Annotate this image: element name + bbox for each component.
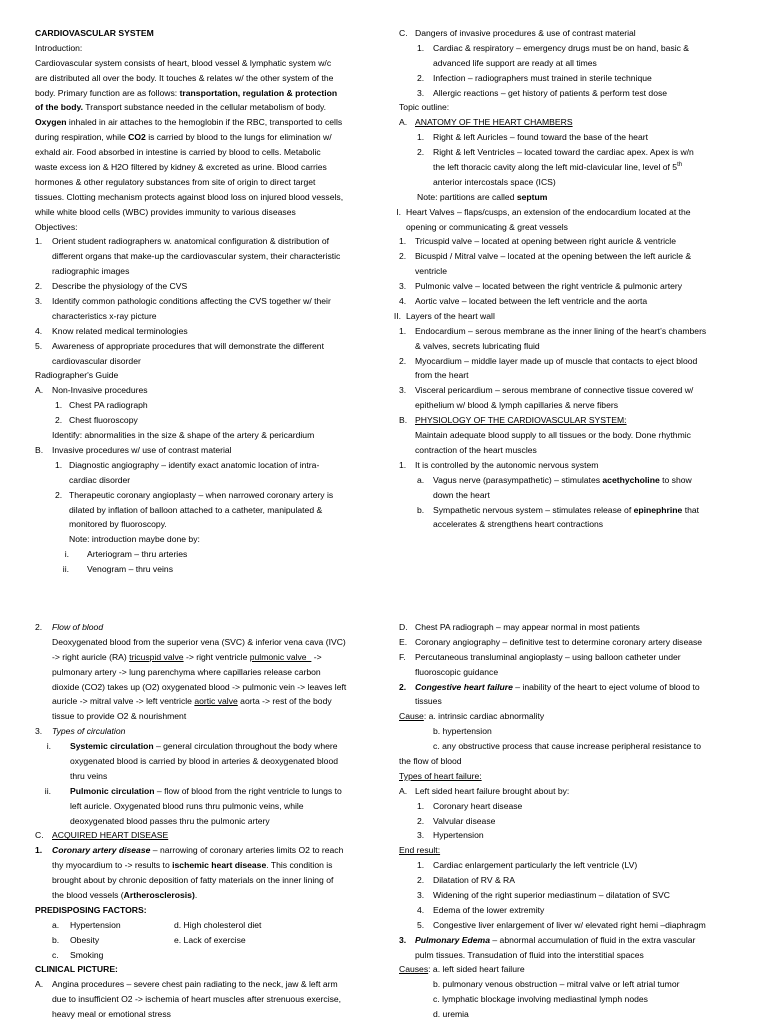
end-result-item: 5. Congestive liver enlargement of liver w/ elevated right hemi –diaphragm	[417, 919, 706, 930]
section-item: the left thoracic cavity along the left mid-clavicular line, level of 5th	[433, 162, 683, 173]
flow-text: -> right auricle (RA) tricuspid valve -> right ventricle pulmonic valve ->	[52, 651, 322, 662]
guide-item: A. Non-Invasive procedures	[35, 385, 148, 396]
section-heading: A. ANATOMY OF THE HEART CHAMBERS	[399, 117, 573, 128]
end-result-item: 4. Edema of the lower extremity	[417, 904, 545, 915]
objective-item: radiographic images	[52, 266, 130, 277]
cause-item: Causes: a. left sided heart failure	[399, 964, 525, 975]
cause-item: the flow of blood	[399, 756, 462, 767]
guide-item: monitored by fluoroscopy.	[69, 519, 167, 530]
valve-item: 4. Aortic valve – located between the left ventricle and the aorta	[399, 296, 648, 307]
disease-item: pulm tissues. Transudation of fluid into the interstitial spaces	[415, 949, 644, 960]
guide-label: Radiographer's Guide	[35, 370, 119, 381]
cause-item: c. any obstructive process that cause increase peripheral resistance to	[433, 741, 701, 752]
cause-item: c. lymphatic blockage involving mediastinal lymph nodes	[433, 994, 648, 1005]
objectives-label: Objectives:	[35, 221, 78, 232]
flow-text: dioxide (CO2) takes up (O2) oxygenated blood -> pulmonic vein -> leaves left	[52, 681, 347, 692]
intro-text: while white blood cells (WBC) provides immunity to various diseases	[35, 206, 296, 217]
introduction-label: Introduction:	[35, 42, 83, 53]
clinical-item: D. Chest PA radiograph – may appear normal in most patients	[399, 622, 640, 632]
wall-layer-item: from the heart	[415, 370, 469, 381]
flow-text: auricle -> mitral valve -> left ventricle aortic valve aorta -> rest of the body	[52, 696, 332, 707]
section-item: opening or communicating & great vessels	[406, 221, 568, 232]
objective-item: 3. Identify common pathologic conditions affecting the CVS together w/ their	[35, 296, 331, 307]
section-item: 1. Right & left Auricles – found toward the base of the heart	[417, 132, 648, 143]
section-note: Note: partitions are called septum	[417, 191, 548, 202]
types-heading: Types of heart failure:	[399, 770, 482, 781]
section-item: I. Heart Valves – flaps/cusps, an extension of the endocardium located at the	[396, 206, 691, 217]
topic-outline-label: Topic outline:	[399, 102, 450, 113]
section-item: 2. Right & left Ventricles – located toward the cardiac apex. Apex is w/n	[417, 147, 694, 158]
physiology-text: contraction of the heart muscles	[415, 444, 537, 455]
wall-layer-item: & valves, secrets lubricating fluid	[415, 340, 540, 351]
bottom-left-column	[35, 620, 391, 1022]
objective-item: 4. Know related medical terminologies	[35, 325, 188, 336]
circulation-item: thru veins	[70, 770, 108, 781]
factor-row: a. Hypertension d. High cholesterol diet	[52, 919, 262, 930]
intro-text: of the body. Transport substance needed in the cellular metabolism of body.	[35, 102, 327, 113]
section-item: II. Layers of the heart wall	[393, 310, 495, 321]
clinical-picture-heading: CLINICAL PICTURE:	[35, 964, 118, 975]
disease-item: the blood vessels (Artherosclerosis).	[52, 890, 198, 901]
guide-item: 1. Chest PA radiograph	[55, 400, 148, 411]
guide-item: 2. Chest fluoroscopy	[55, 415, 138, 426]
physiology-item: b. Sympathetic nervous system – stimulates release of epinephrine that	[417, 504, 700, 515]
section-item: C. Dangers of invasive procedures & use of contrast material	[399, 28, 636, 38]
clinical-item: fluoroscopic guidance	[415, 666, 499, 677]
disease-item: brought about by chronic deposition of fatty materials on the inner lining of	[52, 875, 334, 886]
top-right-column	[393, 26, 763, 532]
section-item: 1. Cardiac & respiratory – emergency drugs must be on hand, basic &	[417, 42, 690, 53]
circulation-heading: 3. Types of circulation	[35, 726, 126, 737]
valve-item: 3. Pulmonic valve – located between the right ventricle & pulmonic artery	[399, 281, 683, 292]
disease-item: 2. Congestive heart failure – inability of the heart to eject volume of blood to	[399, 681, 700, 692]
circulation-item: i. Systemic circulation – general circulation throughout the body where	[46, 741, 338, 752]
failure-type-item: 3. Hypertension	[417, 830, 484, 841]
cause-item: d. uremia	[433, 1009, 469, 1020]
objective-item: 5. Awareness of appropriate procedures that will demonstrate the different	[35, 340, 324, 351]
wall-layer-item: 2. Myocardium – middle layer made up of muscle that contacts to eject blood	[399, 355, 698, 366]
circulation-item: deoxygenated blood passes thru the pulmonic artery	[70, 815, 270, 826]
factor-row: b. Obesity e. Lack of exercise	[52, 934, 246, 945]
intro-text: waste excess ion & H2O filtered by kidney & excreted as urine. Blood carries	[35, 162, 327, 173]
guide-item: cardiac disorder	[69, 474, 131, 485]
intro-text: hormones & other regulatory substances from site of origin to direct target	[35, 176, 316, 187]
physiology-text: Maintain adequate blood supply to all tissues or the body. Done rhythmic	[415, 430, 691, 441]
objective-item: 1. Orient student radiographers w. anatomical configuration & distribution of	[35, 236, 330, 247]
valve-item: 2. Bicuspid / Mitral valve – located at the opening between the left auricle &	[399, 251, 692, 262]
section-heading: C. ACQUIRED HEART DISEASE	[35, 830, 169, 841]
circulation-item: ii. Pulmonic circulation – flow of blood from the right ventricle to lungs to	[44, 785, 342, 796]
clinical-item: A. Angina procedures – severe chest pain radiating to the neck, jaw & left arm	[35, 979, 338, 990]
clinical-item: F. Percutaneous transluminal angioplasty – using balloon catheter under	[399, 651, 681, 662]
disease-item: tissues	[415, 696, 442, 707]
guide-item: 2. Therapeutic coronary angioplasty – when narrowed coronary artery is	[55, 489, 334, 500]
physiology-item: 1. It is controlled by the autonomic nervous system	[399, 459, 599, 470]
clinical-item: heavy meal or emotional stress	[52, 1009, 171, 1020]
cause-item: b. pulmonary venous obstruction – mitral valve or left atrial tumor	[433, 979, 680, 990]
flow-text: pulmonary artery -> lung parenchyma where capillaries release carbon	[52, 666, 321, 677]
section-item: advanced life support are ready at all times	[433, 57, 597, 68]
factor-row: c. Smoking	[52, 949, 104, 960]
guide-item: B. Invasive procedures w/ use of contrast material	[35, 444, 232, 455]
objective-item: 2. Describe the physiology of the CVS	[35, 281, 188, 292]
document-title: CARDIOVASCULAR SYSTEM	[35, 28, 154, 38]
bottom-right-column	[399, 620, 763, 1022]
guide-item: Note: introduction maybe done by:	[69, 534, 200, 545]
disease-item: 3. Pulmonary Edema – abnormal accumulation of fluid in the extra vascular	[399, 934, 696, 945]
failure-type-item: 2. Valvular disease	[417, 815, 496, 826]
wall-layer-item: epithelium w/ blood & lymph capillaries & nerve fibers	[415, 400, 619, 411]
wall-layer-item: 1. Endocardium – serous membrane as the inner lining of the heart’s chambers	[399, 325, 707, 336]
disease-item: thy myocardium to -> results to ischemic heart disease. This condition is	[52, 860, 333, 871]
failure-type-item: 1. Coronary heart disease	[417, 800, 523, 811]
intro-text: are distributed all over the body. It touches & relates w/ the other system of the	[35, 72, 334, 83]
cause-item: Cause: a. intrinsic cardiac abnormality	[399, 711, 545, 722]
objective-item: different organs that make-up the cardiovascular system, their characteristic	[52, 251, 341, 262]
clinical-item: due to insufficient O2 -> ischemia of heart muscles after strenuous exercise,	[52, 994, 342, 1005]
guide-item: 1. Diagnostic angiography – identify exact anatomic location of intra-	[55, 459, 320, 470]
flow-text: tissue to provide O2 & nourishment	[52, 711, 187, 722]
intro-text: exhald air. Food absorbed in intestine is carried by blood to cells. Metabolic	[35, 147, 321, 158]
wall-layer-item: 3. Visceral pericardium – serous membrane of connective tissue covered w/	[399, 385, 694, 396]
flow-text: Deoxygenated blood from the superior vena (SVC) & inferior vena cava (IVC)	[52, 636, 346, 647]
predisposing-heading: PREDISPOSING FACTORS:	[35, 904, 147, 915]
clinical-item: E. Coronary angiography – definitive test to determine coronary artery disease	[399, 636, 703, 647]
intro-text: Oxygen inhaled in air attaches to the hemoglobin if the RBC, transported to cells	[35, 117, 343, 128]
section-heading: B. PHYSIOLOGY OF THE CARDIOVASCULAR SYSTEM:	[399, 415, 627, 426]
section-item: 3. Allergic reactions – get history of patients & perform test dose	[417, 87, 668, 98]
section-item: 2. Infection – radiographers must trained in sterile technique	[417, 72, 652, 83]
cause-item: b. hypertension	[433, 726, 492, 737]
intro-text: during respiration, while CO2 is carried by blood to the lungs for elimination w/	[35, 132, 332, 143]
intro-text: tissues. Clotting mechanism protects against blood loss on injured blood vessels,	[35, 191, 344, 202]
flow-heading: 2. Flow of blood	[35, 622, 104, 632]
end-result-heading: End result:	[399, 845, 441, 856]
circulation-item: left auricle. Oxygenated blood runs thru pulmonic veins, while	[70, 800, 304, 811]
circulation-item: oxygenated blood is carried by blood in arteries & deoxygenated blood	[70, 756, 339, 767]
intro-text: body. Primary function are as follows: transportation, regulation & protection	[35, 87, 338, 98]
physiology-item: a. Vagus nerve (parasympathetic) – stimulates acethycholine to show	[417, 474, 692, 485]
objective-item: characteristics x-ray picture	[52, 310, 157, 321]
failure-type-item: A. Left sided heart failure brought about by:	[399, 785, 570, 796]
intro-text: Cardiovascular system consists of heart, blood vessel & lymphatic system w/c	[35, 57, 332, 68]
valve-item: ventricle	[415, 266, 447, 277]
end-result-item: 1. Cardiac enlargement particularly the left ventricle (LV)	[417, 860, 638, 871]
objective-item: cardiovascular disorder	[52, 355, 141, 366]
top-left-column	[35, 26, 391, 577]
end-result-item: 2. Dilatation of RV & RA	[417, 875, 515, 886]
physiology-item: down the heart	[433, 489, 490, 500]
physiology-item: accelerates & strengthens heart contractions	[433, 519, 604, 530]
guide-item: dilated by inflation of balloon attached to a catheter, manipulated &	[69, 504, 323, 515]
guide-item: i. Arteriogram – thru arteries	[64, 549, 188, 560]
valve-item: 1. Tricuspid valve – located at opening between right auricle & ventricle	[399, 236, 676, 247]
disease-item: 1. Coronary artery disease – narrowing of coronary arteries limits O2 to reach	[35, 845, 344, 856]
end-result-item: 3. Widening of the right superior mediastinum – dilatation of SVC	[417, 890, 670, 901]
guide-item: ii. Venogram – thru veins	[62, 564, 173, 575]
guide-item: Identify: abnormalities in the size & shape of the artery & pericardium	[52, 430, 315, 441]
section-item: anterior intercostals space (ICS)	[433, 176, 556, 187]
